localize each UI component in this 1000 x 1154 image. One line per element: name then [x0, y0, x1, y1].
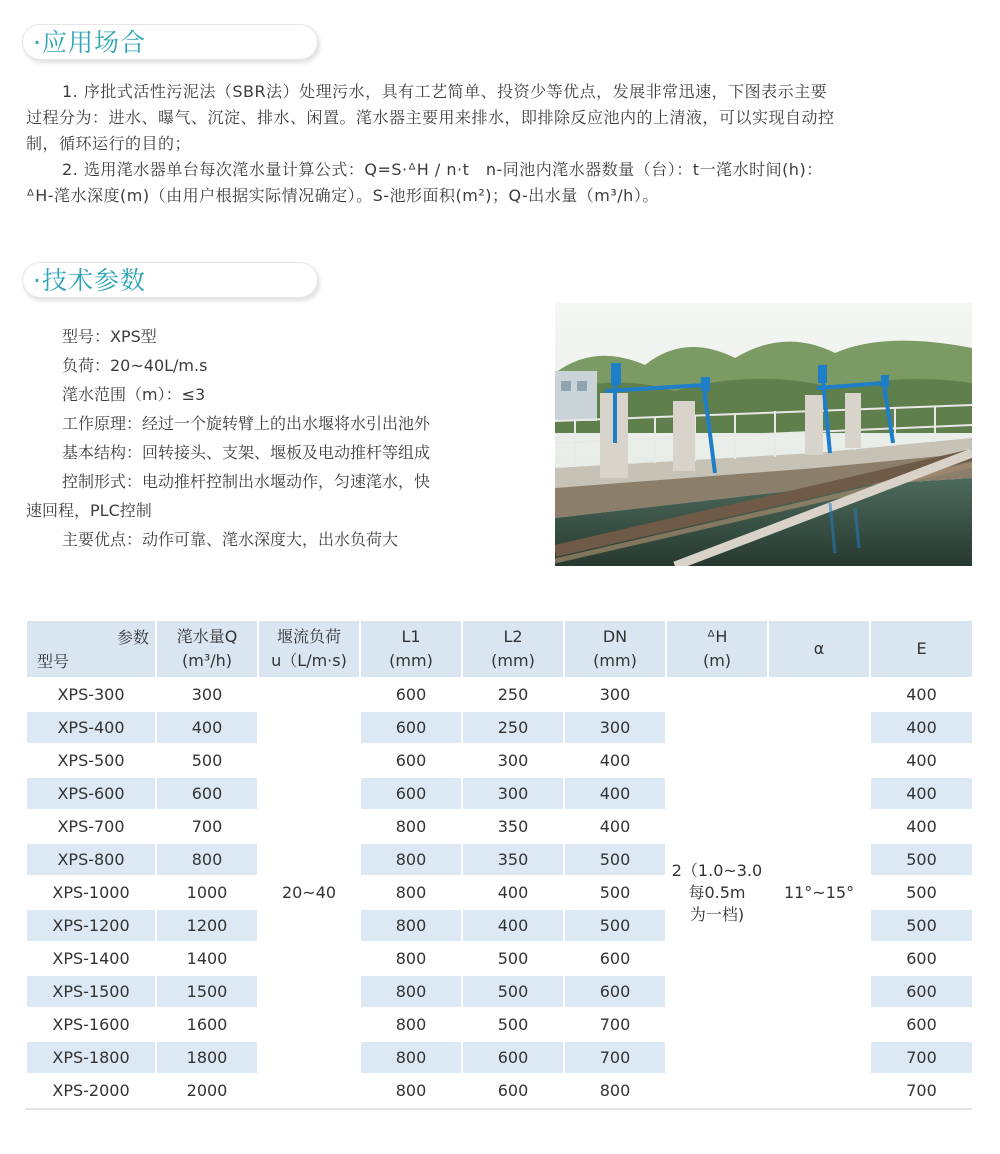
- cell-q: 1000: [156, 876, 258, 909]
- cell-q: 1800: [156, 1041, 258, 1074]
- cell-l1: 800: [360, 1041, 462, 1074]
- cell-e: 500: [870, 876, 973, 909]
- header-u-label: 堰流负荷: [276, 627, 341, 646]
- cell-dn: 400: [564, 810, 666, 843]
- cell-model: XPS-1200: [26, 909, 156, 942]
- header-dh-unit: (m): [702, 651, 732, 670]
- cell-e: 400: [870, 810, 973, 843]
- cell-dn: 600: [564, 975, 666, 1008]
- cell-dn: 800: [564, 1074, 666, 1107]
- cell-q: 1500: [156, 975, 258, 1008]
- cell-dh-line: 每0.5m: [688, 882, 746, 902]
- decanter-photo-illustration: [555, 303, 972, 566]
- cell-q: 300: [156, 678, 258, 711]
- cell-model: XPS-400: [26, 711, 156, 744]
- spec-model: 型号：XPS型: [62, 327, 157, 346]
- cell-dn: 500: [564, 909, 666, 942]
- cell-l1: 800: [360, 810, 462, 843]
- cell-e: 400: [870, 678, 973, 711]
- cell-e: 400: [870, 744, 973, 777]
- cell-dn: 500: [564, 876, 666, 909]
- cell-q: 1600: [156, 1008, 258, 1041]
- cell-model: XPS-1600: [26, 1008, 156, 1041]
- cell-l1: 600: [360, 777, 462, 810]
- header-corner: [26, 620, 156, 678]
- header-l2-unit: (mm): [491, 651, 535, 670]
- parameter-table: [25, 619, 974, 1108]
- cell-l1: 800: [360, 975, 462, 1008]
- cell-l1: 800: [360, 876, 462, 909]
- cell-model: XPS-500: [26, 744, 156, 777]
- cell-l2: 400: [462, 909, 564, 942]
- spec-advantages: 主要优点：动作可靠、滗水深度大，出水负荷大: [62, 530, 399, 549]
- header-l2-label: L2: [503, 627, 523, 646]
- cell-model: XPS-700: [26, 810, 156, 843]
- header-l1-label: L1: [401, 627, 421, 646]
- header-q: [156, 620, 258, 678]
- cell-l2: 400: [462, 876, 564, 909]
- table-body: [26, 678, 973, 1107]
- cell-model: XPS-1500: [26, 975, 156, 1008]
- table-header-row: [26, 620, 973, 678]
- cell-l2: 500: [462, 942, 564, 975]
- cell-q: 800: [156, 843, 258, 876]
- cell-l1: 800: [360, 1008, 462, 1041]
- cell-q: 400: [156, 711, 258, 744]
- cell-dn: 300: [564, 678, 666, 711]
- cell-l1: 800: [360, 843, 462, 876]
- cell-e: 600: [870, 1008, 973, 1041]
- header-q-label: 滗水量Q: [176, 627, 238, 646]
- cell-dh-line: 2（1.0~3.0: [671, 860, 763, 880]
- cell-dn: 400: [564, 744, 666, 777]
- header-corner-param: 参数: [116, 628, 149, 647]
- cell-e: 600: [870, 942, 973, 975]
- cell-dn: 300: [564, 711, 666, 744]
- decanter-photo: [555, 303, 972, 566]
- cell-l2: 300: [462, 744, 564, 777]
- cell-e: 500: [870, 843, 973, 876]
- application-para1-line1: 1. 序批式活性污泥法（SBR法）处理污水，具有工艺简单、投资少等优点，发展非常迅速，下图表示主要: [62, 82, 828, 101]
- cell-e: 600: [870, 975, 973, 1008]
- spec-principle: 工作原理：经过一个旋转臂上的出水堰将水引出池外: [62, 414, 431, 433]
- cell-q: 1200: [156, 909, 258, 942]
- spec-structure: 基本结构：回转接头、支架、堰板及电动推杆等组成: [62, 443, 431, 462]
- cell-model: XPS-1000: [26, 876, 156, 909]
- cell-l1: 800: [360, 1074, 462, 1107]
- header-dh: [666, 620, 768, 678]
- header-dn-label: DN: [602, 627, 628, 646]
- header-dh-label: ᐞH: [706, 627, 728, 646]
- cell-dn: 500: [564, 843, 666, 876]
- application-text: [26, 79, 976, 209]
- header-dn: [564, 620, 666, 678]
- cell-model: XPS-1400: [26, 942, 156, 975]
- application-para1-line3: 制，循环运行的目的；: [26, 134, 192, 153]
- cell-q: 500: [156, 744, 258, 777]
- cell-l2: 350: [462, 843, 564, 876]
- cell-l2: 500: [462, 975, 564, 1008]
- cell-e: 400: [870, 777, 973, 810]
- cell-l1: 600: [360, 711, 462, 744]
- cell-u-merged: 20~40: [258, 678, 360, 1107]
- cell-l1: 600: [360, 744, 462, 777]
- header-l1: [360, 620, 462, 678]
- cell-model: XPS-800: [26, 843, 156, 876]
- cell-e: 700: [870, 1041, 973, 1074]
- technical-specs: [26, 322, 531, 554]
- cell-e: 700: [870, 1074, 973, 1107]
- application-para2-line2: ᐞH-滗水深度(m)（由用户根据实际情况确定）。S-池形面积(m²)；Q-出水量（m³/h）。: [26, 186, 659, 205]
- cell-dn: 700: [564, 1041, 666, 1074]
- header-u-unit: u（L/m·s): [271, 651, 347, 670]
- header-dn-unit: (mm): [593, 651, 637, 670]
- cell-alpha-merged: 11°~15°: [768, 678, 870, 1107]
- header-u: [258, 620, 360, 678]
- cell-model: XPS-2000: [26, 1074, 156, 1107]
- spec-control-line2: 速回程，PLC控制: [26, 501, 152, 520]
- cell-model: XPS-1800: [26, 1041, 156, 1074]
- spec-control-line1: 控制形式：电动推杆控制出水堰动作，匀速滗水，快: [62, 472, 431, 491]
- section-title-technical: ·技术参数: [22, 262, 318, 298]
- application-para2-line1: 2. 选用滗水器单台每次滗水量计算公式：Q=S·ᐞH / n·t n-同池内滗水器数量（台）：t一滗水时间(h)：: [62, 160, 823, 179]
- header-alpha: α: [768, 620, 870, 678]
- cell-q: 2000: [156, 1074, 258, 1107]
- cell-l1: 800: [360, 942, 462, 975]
- table-row: [26, 678, 973, 711]
- cell-l2: 600: [462, 1041, 564, 1074]
- cell-l2: 300: [462, 777, 564, 810]
- cell-l2: 500: [462, 1008, 564, 1041]
- cell-dn: 400: [564, 777, 666, 810]
- cell-l1: 600: [360, 678, 462, 711]
- cell-model: XPS-300: [26, 678, 156, 711]
- cell-q: 600: [156, 777, 258, 810]
- cell-l2: 250: [462, 678, 564, 711]
- spec-load: 负荷：20~40L/m.s: [62, 356, 208, 375]
- header-l2: [462, 620, 564, 678]
- cell-l2: 350: [462, 810, 564, 843]
- cell-e: 400: [870, 711, 973, 744]
- cell-dh-line: 为一档): [689, 904, 745, 924]
- header-e: E: [870, 620, 973, 678]
- header-l1-unit: (mm): [389, 651, 433, 670]
- cell-q: 1400: [156, 942, 258, 975]
- cell-dh-merged: [666, 678, 768, 1107]
- header-corner-model: 型号: [37, 652, 70, 671]
- cell-q: 700: [156, 810, 258, 843]
- cell-l2: 250: [462, 711, 564, 744]
- section-title-application: ·应用场合: [22, 24, 318, 60]
- cell-model: XPS-600: [26, 777, 156, 810]
- cell-e: 500: [870, 909, 973, 942]
- application-para1-line2: 过程分为：进水、曝气、沉淀、排水、闲置。滗水器主要用来排水，即排除反应池内的上清液，可以实现自动控: [26, 108, 835, 127]
- cell-dn: 600: [564, 942, 666, 975]
- header-q-unit: (m³/h): [181, 651, 232, 670]
- cell-dn: 700: [564, 1008, 666, 1041]
- table-bottom-rule: [25, 1108, 972, 1110]
- cell-l1: 800: [360, 909, 462, 942]
- spec-range: 滗水范围（m）：≤3: [62, 385, 206, 404]
- cell-l2: 600: [462, 1074, 564, 1107]
